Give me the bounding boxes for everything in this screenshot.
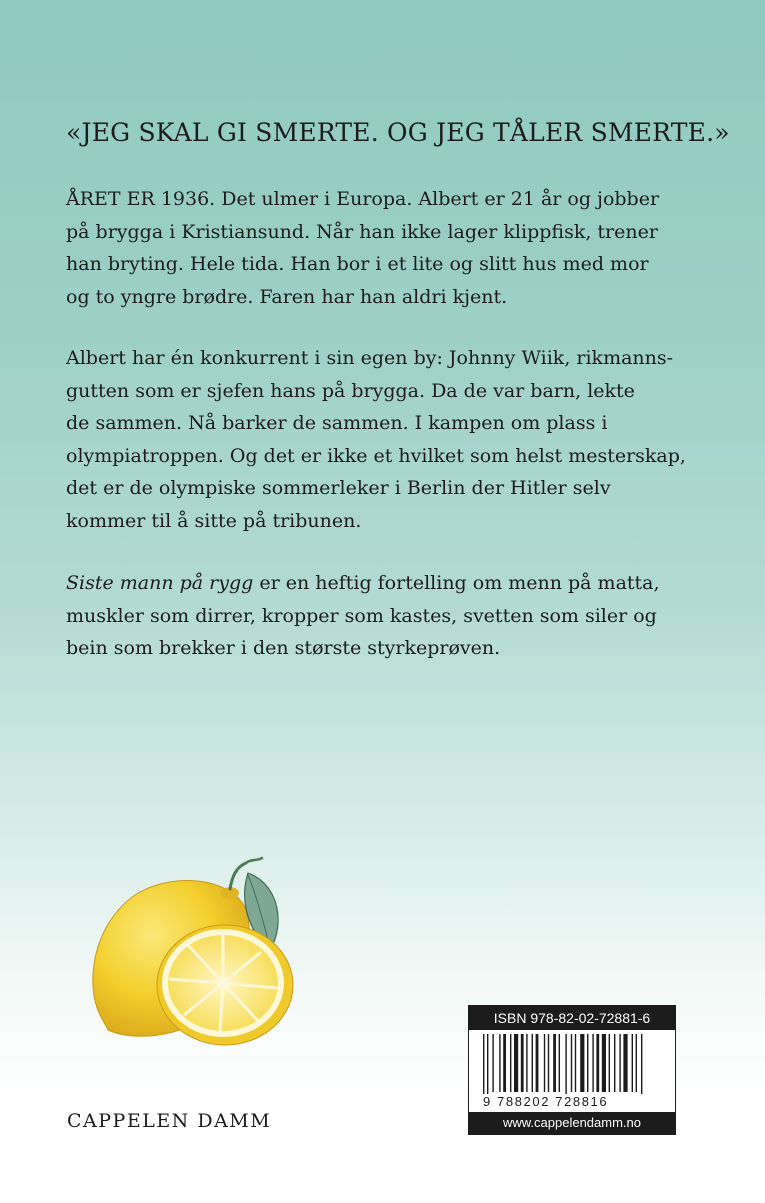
barcode-bar (521, 1034, 524, 1092)
blurb-line: han bryting. Hele tida. Han bor i et lite og slitt hus med mor (66, 253, 649, 275)
barcode-bar (548, 1034, 549, 1092)
blurb-line: Albert har én konkurrent i sin egen by: Johnny Wiik, rikmanns- (66, 347, 674, 369)
blurb-line-rest: er en heftig fortelling om menn på matta, (253, 572, 660, 594)
barcode-bar (614, 1034, 615, 1092)
barcode-bar (559, 1034, 560, 1092)
barcode-bar (587, 1034, 588, 1092)
publisher-logo: CAPPELEN DAMM (67, 1110, 272, 1132)
barcode-bar (553, 1034, 556, 1092)
isbn-barcode (468, 1005, 676, 1135)
blurb-paragraph-3 (66, 567, 706, 665)
blurb-paragraph-2 (66, 342, 706, 537)
isbn-label: ISBN 978-82-02-72881-6 (469, 1006, 675, 1030)
blurb-line: og to yngre brødre. Faren har han aldri kjent. (66, 285, 508, 308)
publisher-url: www.cappelendamm.no (469, 1112, 675, 1134)
barcode-bar (619, 1034, 620, 1092)
barcode-digits: 9 788202 728816 (483, 1094, 663, 1109)
blurb-line: på brygga i Kristiansund. Når han ikke lager klippfisk, trener (66, 220, 658, 243)
back-cover-quote: «JEG SKAL GI SMERTE. OG JEG TÅLER SMERTE.» (66, 118, 730, 147)
barcode-bar (536, 1034, 539, 1092)
blurb-line (66, 567, 706, 600)
barcode-bar (575, 1034, 576, 1092)
barcode-bar (492, 1034, 493, 1092)
barcode-bar (596, 1034, 599, 1092)
blurb-paragraph-1 (66, 183, 706, 313)
blurb-line: bein som brekker i den største styrkeprøven. (66, 637, 501, 659)
blurb-line: ÅRET ER 1936. Det ulmer i Europa. Albert er 21 år og jobber (66, 188, 660, 210)
barcode-bar (526, 1034, 527, 1092)
barcode-bar (544, 1034, 545, 1092)
barcode-bar (532, 1034, 533, 1092)
blurb-line: kommer til å sitte på tribunen. (66, 509, 362, 532)
book-title-italic: Siste mann på rygg (66, 572, 254, 594)
barcode-bar (609, 1034, 610, 1092)
barcode-bar (636, 1034, 637, 1092)
blurb-line: gutten som er sjefen hans på brygga. Da de var barn, lekte (66, 379, 635, 402)
barcode-bar (510, 1034, 511, 1092)
barcode-bar (580, 1034, 584, 1092)
blurb-line: det er de olympiske sommerleker i Berlin der Hitler selv (66, 477, 611, 499)
barcode-bar (623, 1034, 627, 1092)
blurb-line: de sammen. Nå barker de sammen. I kampen om plass i (66, 412, 608, 434)
barcode-bar (571, 1034, 572, 1092)
barcode-bar (514, 1034, 518, 1092)
lemon-illustration-icon (80, 855, 320, 1055)
barcode-bar (503, 1034, 506, 1092)
barcode-bar (499, 1034, 500, 1092)
blurb-line: muskler som dirrer, kropper som kastes, svetten som siler og (66, 604, 657, 627)
barcode-bar (602, 1034, 606, 1092)
barcode-bar (632, 1034, 633, 1092)
blurb-line: olympiatroppen. Og det er ikke et hvilket som helst mesterskap, (66, 444, 686, 467)
barcode-bar (592, 1034, 593, 1092)
